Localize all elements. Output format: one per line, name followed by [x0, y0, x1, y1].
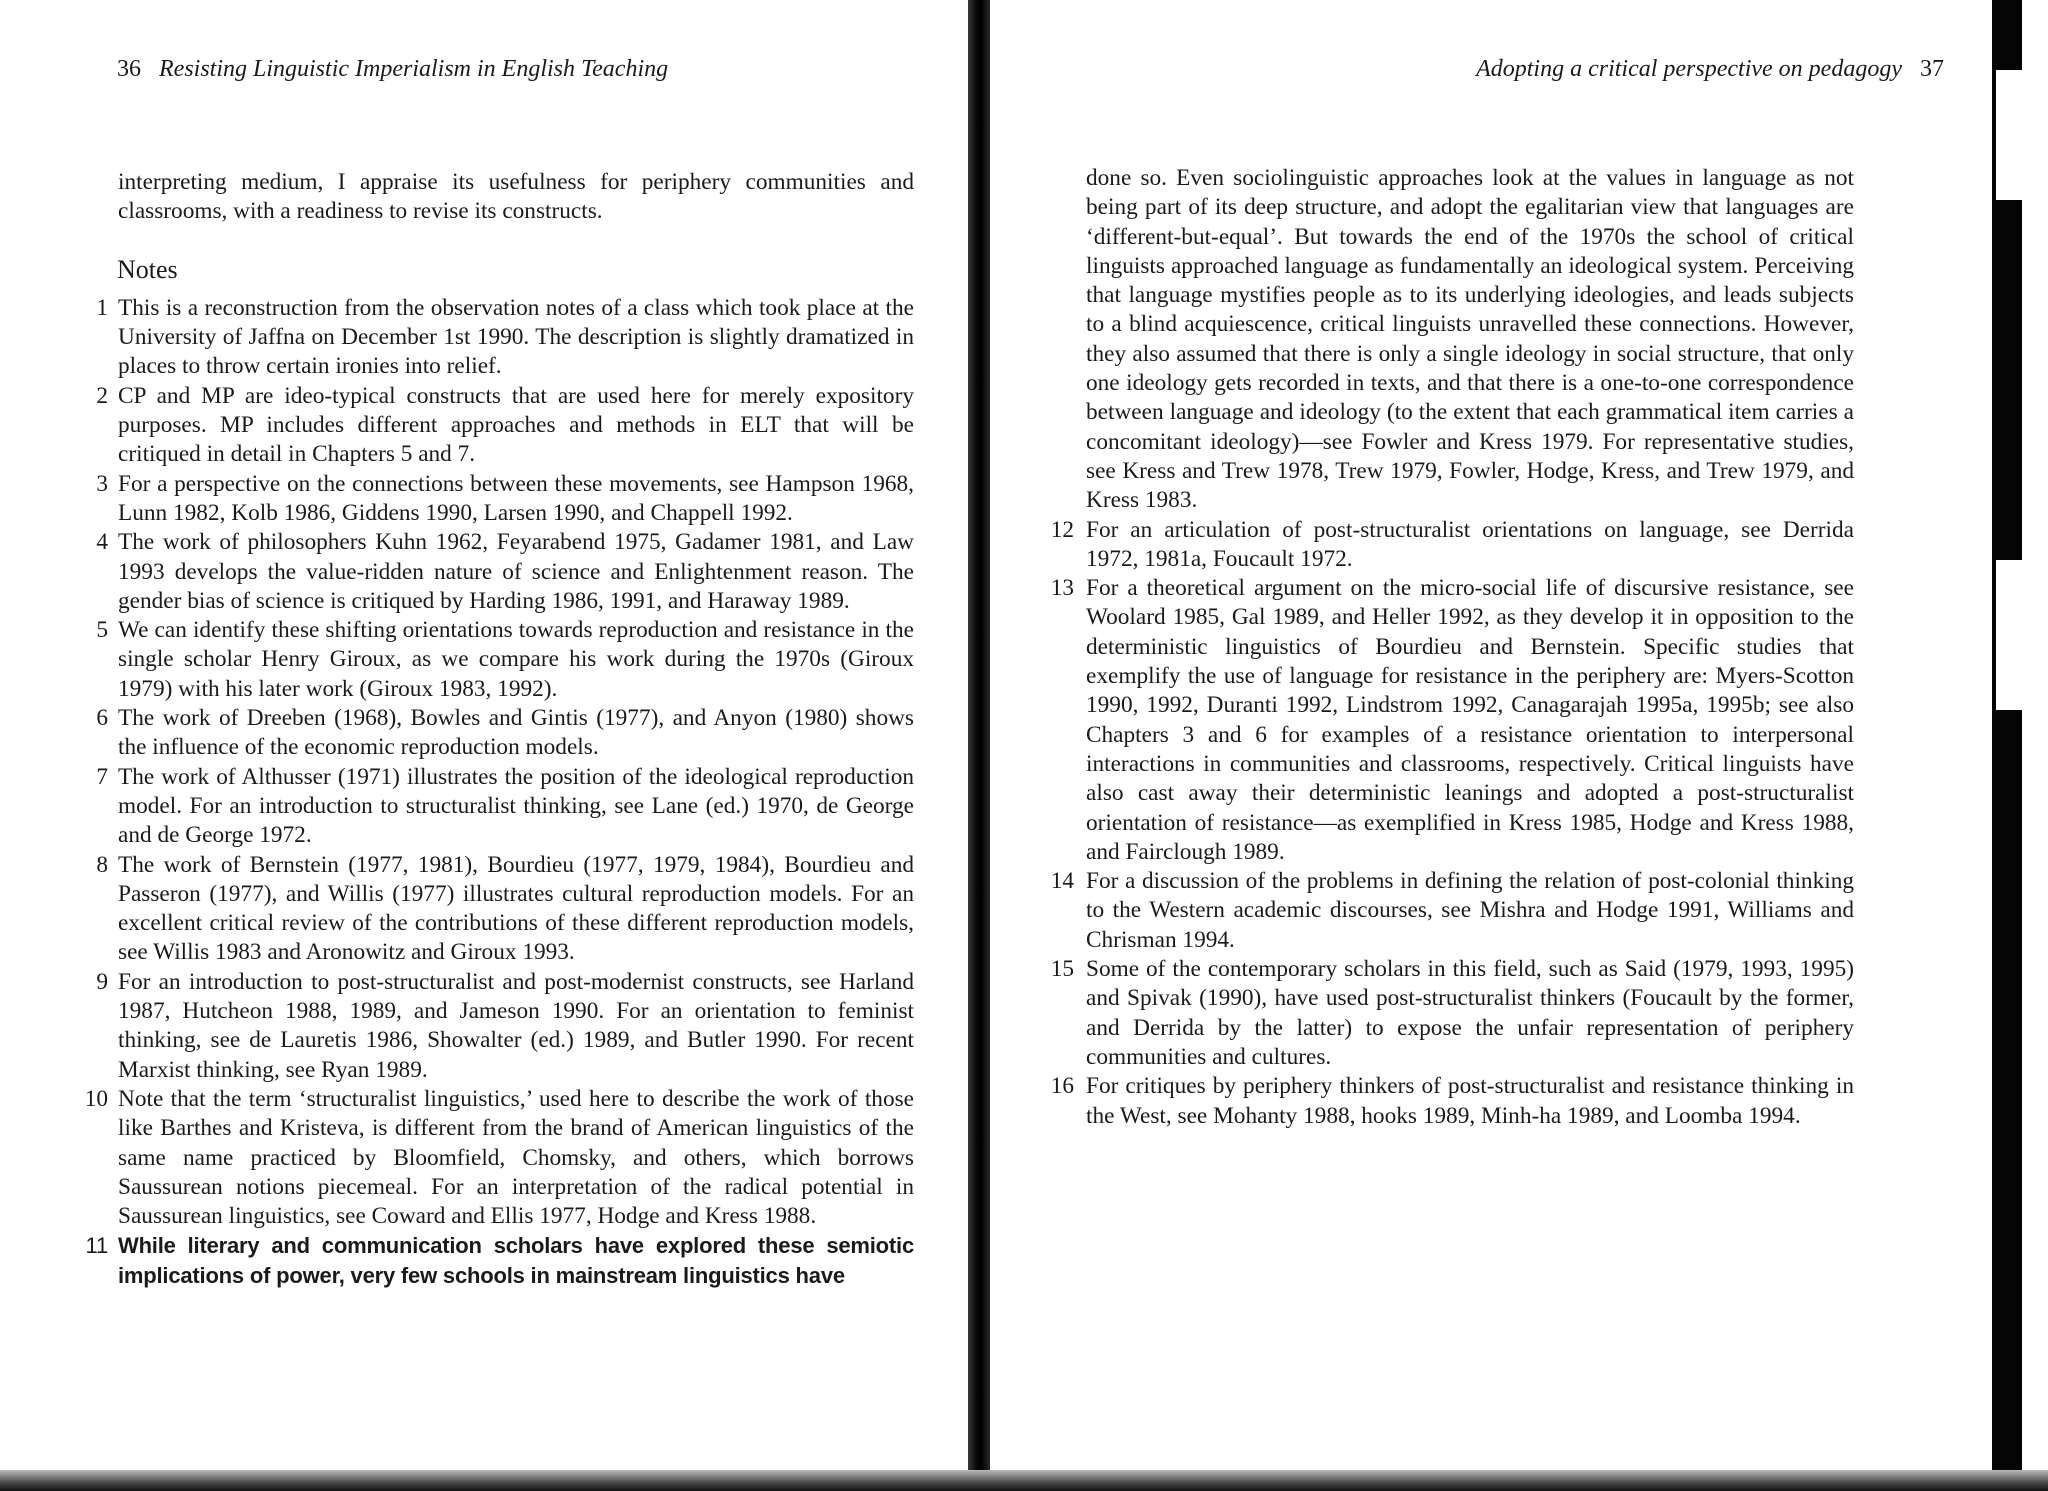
- right-page: [990, 0, 1990, 1491]
- note-text: For a theoretical argument on the micro-social life of discursive resistance, see Woolard 1985, Gal 1989, and Heller 1992, as they develop it in opposition to the deterministic linguistics of Bourdieu and Bernstein. Specific studies that exemplify the use of language for resistance in the periphery are: Myers-Scotton 1990, 1992, Duranti 1992, Lindstrom 1992, Canagarajah 1995a, 1995b; see also Chapters 3 and 6 for examples of a resistance orientation to interpersonal interactions in communities and classrooms, respectively. Critical linguists have also cast away their deterministic leanings and adopted a post-structuralist orientation of resistance—as exemplified in Kress 1985, Hodge and Kress 1988, and Fairclough 1989.: [1086, 575, 1854, 865]
- scan-edge-notch: [1996, 70, 2022, 200]
- note-11-continuation: done so. Even sociolinguistic approaches look at the values in language as not being part of its deep structure, and adopt the egalitarian view that languages are ‘different-but-equal’. But towards the end of the 1970s the school of critical linguists approached language as fundamentally an ideological system. Perceiving that language mystifies people as to its underlying ideologies, and leads subjects to a blind acquiescence, critical linguists unravelled these connections. However, they also assumed that there is only a single ideology in social structure, that only one ideology gets recorded in texts, and that there is a one-to-one correspondence between language and ideology (to the extent that each grammatical item carries a concomitant ideology)—see Fowler and Kress 1979. For representative studies, see Kress and Trew 1978, Trew 1979, Fowler, Hodge, Kress, and Trew 1979, and Kress 1983.: [1086, 165, 1854, 514]
- note-number: 16: [1050, 1073, 1074, 1100]
- right-page-number: 37: [1920, 56, 1944, 82]
- note-number: 2: [96, 382, 108, 409]
- note-text: We can identify these shifting orientations towards reproduction and resistance in the single scholar Henry Giroux, as we compare his work during the 1970s (Giroux 1979) with his later work (Giroux 1983, 1992).: [118, 617, 914, 702]
- note-text: The work of philosophers Kuhn 1962, Feyarabend 1975, Gadamer 1981, and Law 1993 develops the value-ridden nature of science and Enlightenment reason. The gender bias of science is critiqued by Harding 1986, 1991, and Haraway 1989.: [118, 529, 914, 614]
- note-number: 10: [84, 1085, 108, 1112]
- note-item: [96, 616, 914, 704]
- note-number: 4: [96, 529, 108, 556]
- note-item: [1050, 1072, 1854, 1131]
- note-number: 11: [85, 1233, 108, 1259]
- scan-edge-right: [1990, 0, 2048, 1491]
- note-item: [96, 470, 914, 529]
- left-page: [0, 0, 980, 1491]
- scan-edge-bar: [1992, 0, 2022, 1491]
- note-item: [96, 704, 914, 763]
- note-number: 12: [1050, 516, 1074, 543]
- note-number: 5: [96, 617, 108, 644]
- note-number: 6: [96, 705, 108, 732]
- right-text-block: [1050, 164, 1854, 1131]
- book-gutter: [968, 0, 990, 1491]
- note-text: For a perspective on the connections between these movements, see Hampson 1968, Lunn 1982, Kolb 1986, Giddens 1990, Larsen 1990, and Chappell 1992.: [118, 470, 914, 526]
- scan-edge-bottom: [0, 1470, 2048, 1491]
- notes-heading: Notes: [117, 254, 178, 284]
- note-text: For critiques by periphery thinkers of post-structuralist and resistance thinking in the West, see Mohanty 1988, hooks 1989, Minh-ha 1989, and Loomba 1994.: [1086, 1073, 1854, 1129]
- left-running-title: Resisting Linguistic Imperialism in English Teaching: [159, 56, 669, 82]
- note-number: 14: [1050, 868, 1074, 895]
- note-text: This is a reconstruction from the observation notes of a class which took place at the University of Jaffna on December 1st 1990. The description is slightly dramatized in places to throw certain ironies into relief.: [118, 294, 914, 380]
- note-item: [96, 968, 914, 1085]
- note-text: For an introduction to post-structuralist and post-modernist constructs, see Harland 1987, Hutcheon 1988, 1989, and Jameson 1990. For an orientation to feminist thinking, see de Lauretis 1986, Showalter (ed.) 1989, and Butler 1990. For recent Marxist thinking, see Ryan 1989.: [118, 968, 914, 1083]
- notes-list: [1050, 516, 1854, 1131]
- left-page-number: 36: [117, 56, 141, 82]
- opening-paragraph: interpreting medium, I appraise its usefulness for periphery communities and classrooms, with a readiness to revise its constructs.: [118, 169, 914, 225]
- note-text: For an articulation of post-structuralist orientations on language, see Derrida 1972, 1981a, Foucault 1972.: [1086, 516, 1854, 572]
- note-text: The work of Bernstein (1977, 1981), Bourdieu (1977, 1979, 1984), Bourdieu and Passeron (1977), and Willis (1977) illustrates cultural reproduction models. For an excellent critical review of the contributions of these different reproduction models, see Willis 1983 and Aronowitz and Giroux 1993.: [118, 851, 914, 966]
- note-item: [96, 382, 914, 470]
- note-text: The work of Dreeben (1968), Bowles and Gintis (1977), and Anyon (1980) shows the influence of the economic reproduction models.: [118, 705, 914, 761]
- note-text: The work of Althusser (1971) illustrates the position of the ideological reproduction model. For an introduction to structuralist thinking, see Lane (ed.) 1970, de George and de George 1972.: [118, 763, 914, 849]
- note-item: [96, 294, 914, 382]
- note-number: 9: [96, 968, 108, 995]
- note-item: [96, 528, 914, 616]
- note-text: Note that the term ‘structuralist linguistics,’ used here to describe the work of those like Barthes and Kristeva, is different from the brand of American linguistics of the same name practiced by Bloomfield, Chomsky, and others, which borrows Saussurean notions piecemeal. For an interpretation of the radical potential in Saussurean linguistics, see Coward and Ellis 1977, Hodge and Kress 1988.: [118, 1085, 914, 1230]
- scan-edge-notch: [1996, 560, 2022, 710]
- left-running-head: [117, 56, 668, 83]
- note-item: [96, 763, 914, 851]
- note-text: For a discussion of the problems in defining the relation of post-colonial thinking to the Western academic discourses, see Mishra and Hodge 1991, Williams and Chrisman 1994.: [1086, 868, 1854, 953]
- right-running-title: Adopting a critical perspective on pedagogy: [1476, 56, 1902, 82]
- note-item: [1050, 574, 1854, 867]
- right-running-head: [1476, 56, 1944, 83]
- note-number: 3: [96, 470, 108, 497]
- note-text: While literary and communication scholars have explored these semiotic implications of power, very few schools in mainstream linguistics have: [118, 1233, 914, 1288]
- note-text: Some of the contemporary scholars in this field, such as Said (1979, 1993, 1995) and Spivak (1990), have used post-structuralist thinkers (Foucault by the former, and Derrida by the latter) to expose the unfair representation of periphery communities and cultures.: [1086, 956, 1854, 1070]
- note-item: [96, 851, 914, 968]
- note-text: CP and MP are ideo-typical constructs that are used here for merely expository purposes. MP includes different approaches and methods in ELT that will be critiqued in detail in Chapters 5 and 7.: [118, 382, 914, 468]
- note-number: 15: [1050, 956, 1074, 983]
- note-item: [1050, 867, 1854, 955]
- note-item: [85, 1231, 914, 1290]
- note-number: 1: [96, 294, 108, 321]
- note-item: [1050, 516, 1854, 575]
- note-item: [84, 1085, 914, 1231]
- note-number: 13: [1050, 575, 1074, 602]
- note-number: 8: [96, 851, 108, 878]
- left-text-block: [84, 168, 914, 1290]
- notes-list: [84, 294, 914, 1290]
- note-item: [1050, 955, 1854, 1072]
- note-number: 7: [96, 763, 108, 790]
